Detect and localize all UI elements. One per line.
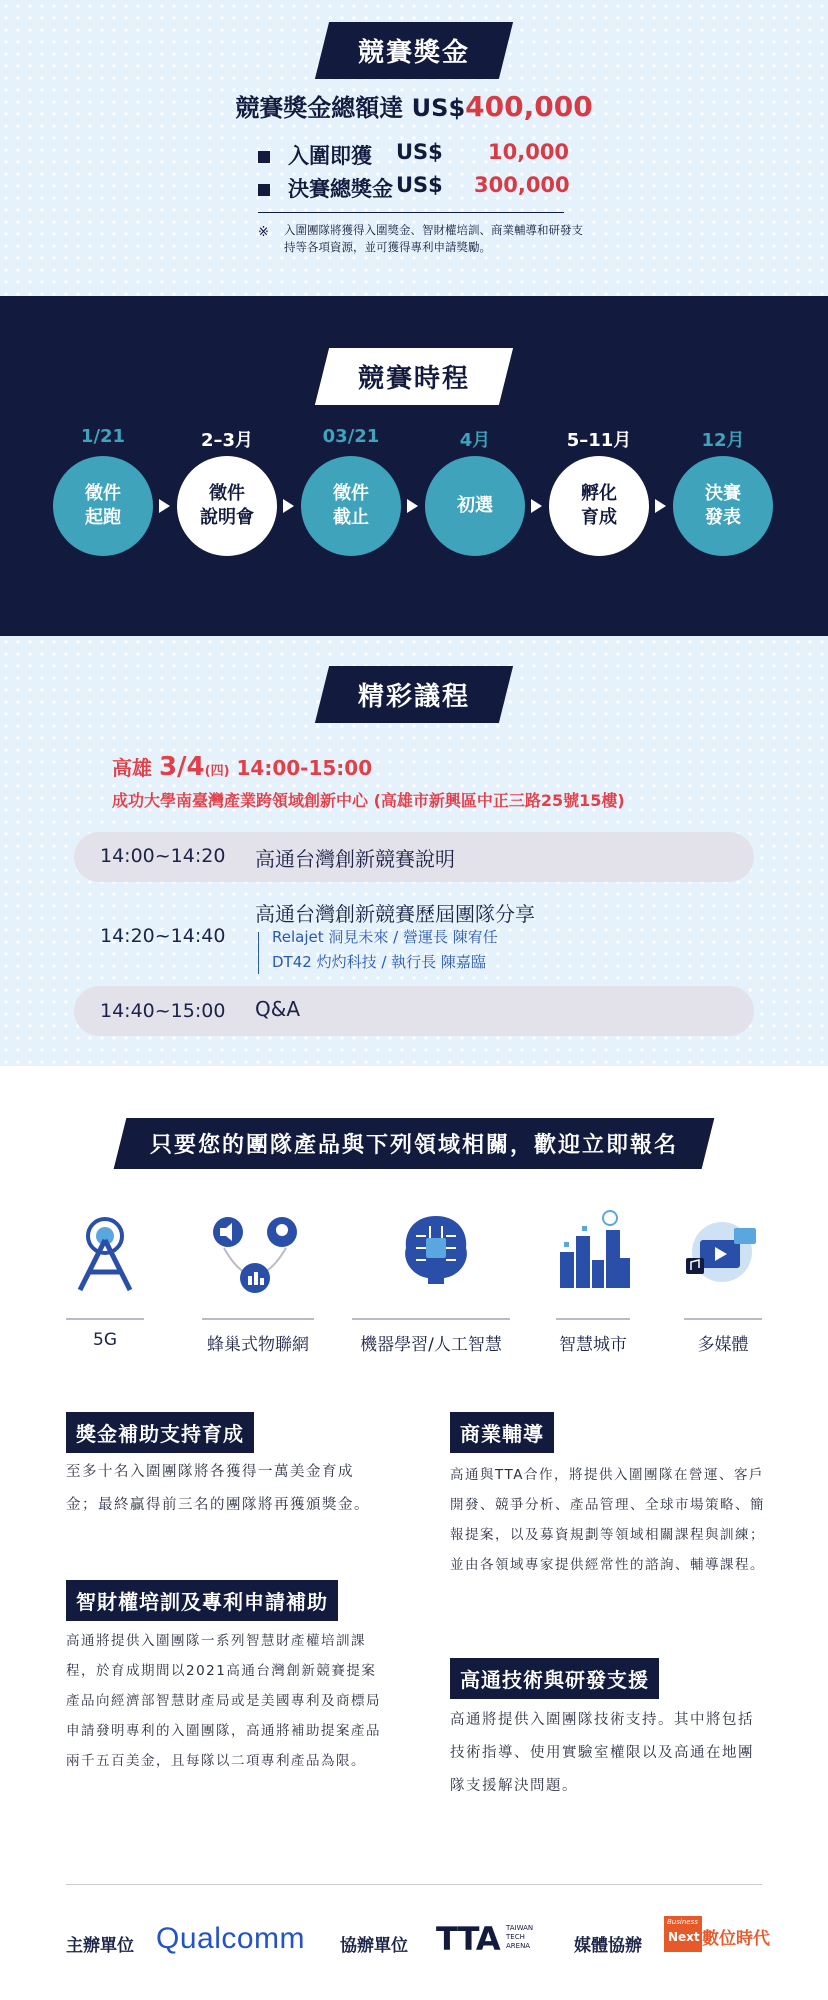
schedule-date: 2–3月 [200, 430, 254, 451]
5g-tower-icon [72, 1216, 138, 1296]
ai-brain-icon [396, 1208, 476, 1288]
prize-row-final: 決賽總獎金 US$ 300,000 [258, 173, 578, 203]
benefit-text: 高通將提供入圍團隊一系列智慧財產權培訓課程，於育成期間以2021高通台灣創新競賽提案產品向經濟部智慧財產局或是美國專利及商標局申請發明專利的入圍團隊，高通將補助提案產品兩千五百美金，且每隊以二項專利產品為限。 [66, 1633, 381, 1769]
field-label-smart-city: 智慧城市 [559, 1335, 627, 1355]
agenda-time: 14:00~14:20 [100, 845, 226, 867]
agenda-speaker: DT42 灼灼科技 / 執行長 陳嘉臨 [272, 953, 486, 971]
arrow-right-icon [655, 499, 666, 513]
prize-row-finalist: 入圍即獲 US$ 10,000 [258, 140, 578, 170]
agenda-title: 高通台灣創新競賽說明 [255, 847, 455, 871]
schedule-date: 1/21 [80, 426, 126, 447]
media-label: 媒體協辦 [574, 1936, 642, 1956]
schedule-step: 徵件 起跑 [53, 456, 153, 556]
arrow-right-icon [283, 499, 294, 513]
benefit-text: 至多十名入圍團隊將各獲得一萬美金育成金；最終贏得前三名的團隊將再獲頒獎金。 [66, 1464, 370, 1513]
agenda-date-line: 高雄 3/4(四) 14:00-15:00 [112, 752, 373, 782]
schedule-date: 03/21 [322, 426, 380, 447]
arrow-right-icon [407, 499, 418, 513]
benefit-title: 智財權培訓及專利申請補助 [66, 1580, 338, 1621]
organizer-label: 主辦單位 [66, 1936, 134, 1956]
tta-logo-text: TAIWAN TECH ARENA [506, 1924, 534, 1950]
field-label-multimedia: 多媒體 [697, 1335, 749, 1355]
schedule-step: 初選 [425, 456, 525, 556]
agenda-banner: 精彩議程 [315, 666, 513, 723]
agenda-time: 14:40~15:00 [100, 1000, 226, 1022]
schedule-section [0, 296, 828, 636]
prize-total: 競賽獎金總額達 US$400,000 [235, 90, 593, 123]
multimedia-icon [682, 1218, 762, 1288]
field-label-5g: 5G [93, 1330, 117, 1350]
schedule-step: 徵件 截止 [301, 456, 401, 556]
arrow-right-icon [531, 499, 542, 513]
benefit-title: 獎金補助支持育成 [66, 1412, 254, 1453]
schedule-banner: 競賽時程 [315, 348, 513, 405]
speaker-divider [258, 932, 259, 974]
arrow-right-icon [159, 499, 170, 513]
agenda-time: 14:20~14:40 [100, 925, 226, 947]
schedule-step: 決賽 發表 [673, 456, 773, 556]
co-organizer-label: 協辦單位 [340, 1936, 408, 1956]
divider [258, 212, 564, 213]
field-label-ai: 機器學習/人工智慧 [360, 1335, 502, 1355]
field-label-iot: 蜂巢式物聯網 [207, 1335, 309, 1355]
areas-banner: 只要您的團隊產品與下列領域相關，歡迎立即報名 [114, 1118, 715, 1169]
divider [684, 1318, 762, 1320]
iot-devices-icon [204, 1212, 304, 1298]
divider [66, 1318, 144, 1320]
prize-section [0, 0, 828, 296]
agenda-venue: 成功大學南臺灣產業跨領域創新中心 (高雄市新興區中正三路25號15樓) [112, 791, 625, 810]
schedule-step: 孵化 育成 [549, 456, 649, 556]
schedule-date: 4月 [459, 430, 491, 451]
agenda-title: Q&A [255, 997, 301, 1021]
schedule-date: 12月 [701, 430, 745, 451]
benefit-title: 商業輔導 [450, 1412, 554, 1453]
business-next-logo: Business Next 數位時代 [664, 1914, 760, 1954]
prize-banner: 競賽獎金 [315, 22, 513, 79]
benefit-title: 高通技術與研發支援 [450, 1658, 659, 1699]
prize-total-amount: 400,000 [465, 90, 593, 123]
smart-city-icon [556, 1208, 632, 1290]
qualcomm-logo: Qualcomm [156, 1922, 306, 1955]
divider [556, 1318, 630, 1320]
benefit-text: 高通將提供入圍團隊技術支持。其中將包括技術指導、使用實驗室權限以及高通在地團隊支援解決問題。 [450, 1712, 754, 1794]
divider [352, 1318, 510, 1320]
agenda-speaker: Relajet 洞見未來 / 營運長 陳宥任 [272, 928, 498, 946]
areas-section [0, 1066, 828, 2000]
divider [66, 1884, 762, 1885]
schedule-step: 徵件 說明會 [177, 456, 277, 556]
schedule-date: 5–11月 [566, 430, 632, 451]
divider [202, 1318, 314, 1320]
agenda-title: 高通台灣創新競賽歷屆團隊分享 [255, 902, 535, 926]
prize-note: ※ 入圍團隊將獲得入圍獎金、智財權培訓、商業輔導和研發支持等各項資源，並可獲得專利申請獎勵。 [258, 223, 583, 254]
benefit-text: 高通與TTA合作，將提供入圍團隊在營運、客戶開發、競爭分析、產品管理、全球市場策略、簡報提案，以及募資規劃等領域相關課程與訓練；並由各領域專家提供經常性的諮詢、輔導課程。 [450, 1467, 765, 1573]
tta-logo: TTA [436, 1920, 500, 1958]
